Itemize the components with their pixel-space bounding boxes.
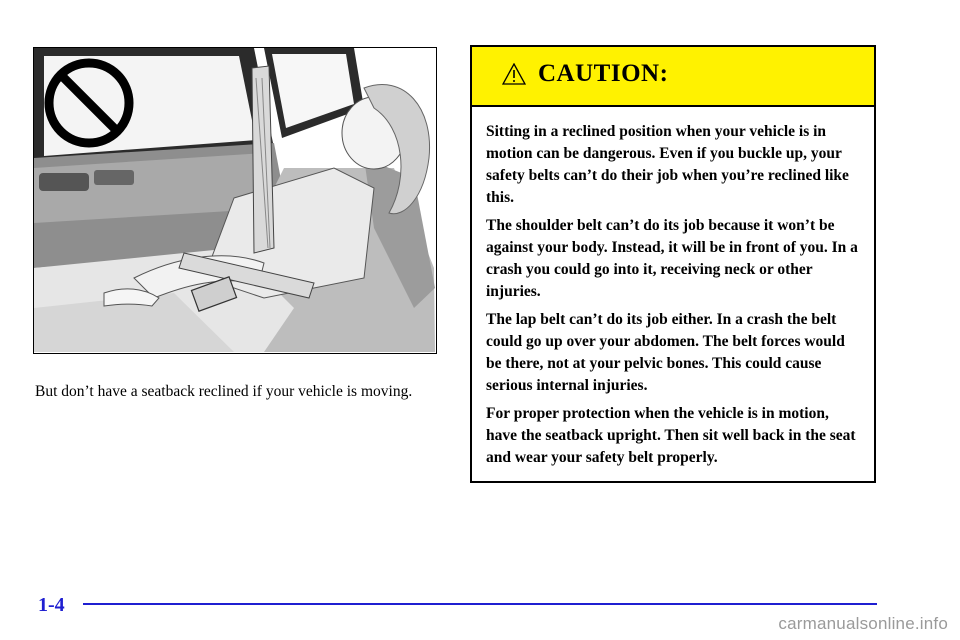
caution-header [472,47,874,107]
caution-body [472,107,874,469]
site-watermark: carmanualsonline.info [778,614,948,633]
caution-box [470,45,876,483]
footer-rule [83,603,877,605]
body-paragraph: But don’t have a seatback reclined if your vehicle is moving. [35,383,413,400]
warning-triangle-icon [502,63,526,85]
page-number: 1-4 [38,594,65,616]
reclined-occupant-drawing [34,48,435,352]
caution-paragraph: Sitting in a reclined position when your vehicle is in motion can be dangerous. Even if you buckle up, your safety belts can’t do their job when you’re reclined like this. [486,123,849,206]
caution-title: CAUTION: [538,60,669,87]
reclined-seat-illustration [33,47,437,354]
caution-paragraph: The shoulder belt can’t do its job because it won’t be against your body. Instead, it will be in front of you. In a crash you could go into it, receiving neck or other injuries. [486,217,858,300]
caution-paragraph: The lap belt can’t do its job either. In a crash the belt could go up over your abdomen. The belt forces would be there, not at your pelvic bones. This could cause serious internal injuries. [486,311,845,394]
caution-paragraph: For proper protection when the vehicle is in motion, have the seatback upright. Then sit well back in the seat and wear your safety belt properly. [486,405,856,466]
